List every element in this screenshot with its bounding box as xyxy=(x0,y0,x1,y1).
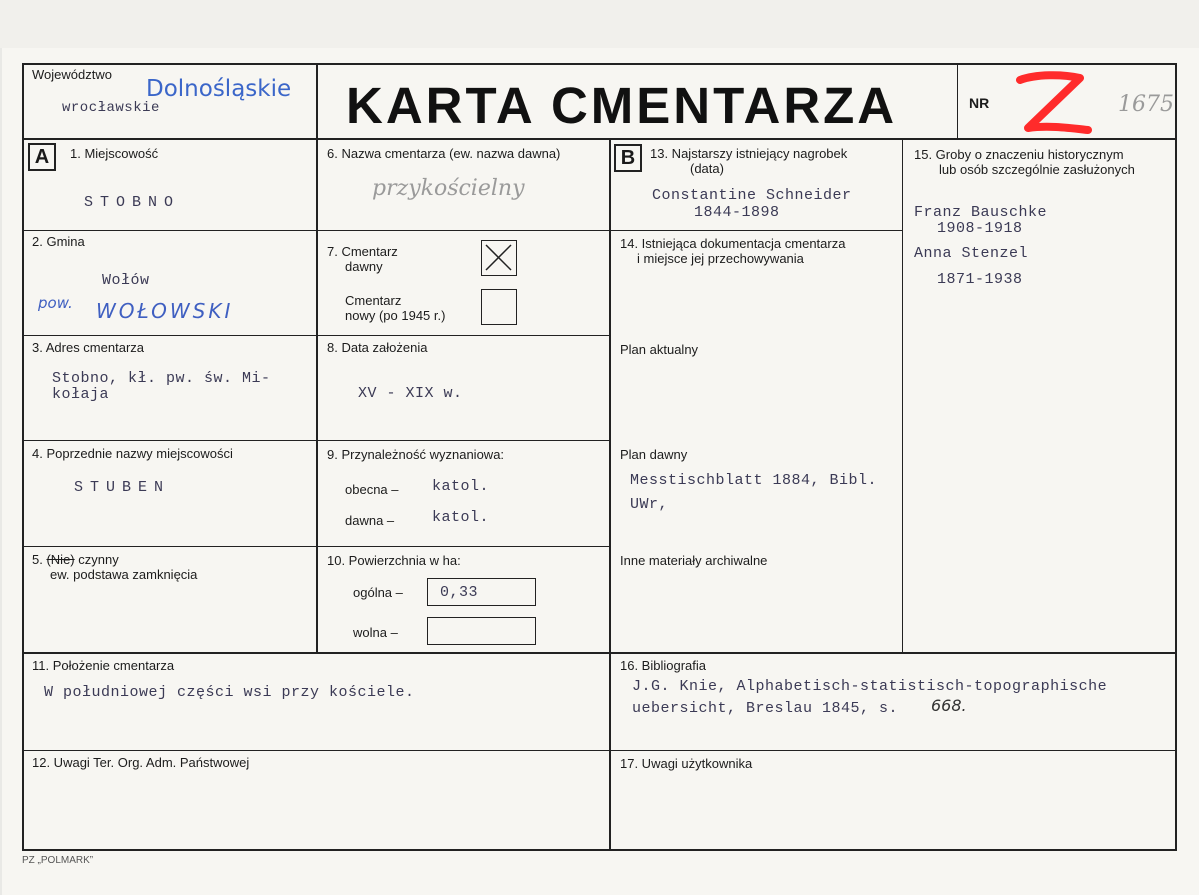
field-16-page: 668. xyxy=(931,696,967,715)
row-line-2 xyxy=(22,335,609,336)
wojewodztwo-stamp: Dolnośląskie xyxy=(146,76,292,102)
field-7b-line1: Cmentarz xyxy=(345,293,402,308)
row-line-4 xyxy=(22,546,609,547)
field-6-value: przykościelny xyxy=(372,176,525,201)
field-11-label: 11. Położenie cmentarza xyxy=(32,658,175,673)
row-line-5 xyxy=(22,652,1177,654)
field-9-dawna-value: katol. xyxy=(432,509,490,526)
printer-footer: PZ „POLMARK” xyxy=(22,855,94,866)
col-divider-3 xyxy=(902,138,903,652)
field-6-label: 6. Nazwa cmentarza (ew. nazwa dawna) xyxy=(327,146,561,161)
plan-aktualny-label: Plan aktualny xyxy=(620,342,699,357)
field-14-line1: 14. Istniejąca dokumentacja cmentarza xyxy=(620,236,846,251)
checkbox-nowy[interactable] xyxy=(481,289,517,325)
field-9-dawna-label: dawna – xyxy=(345,513,395,528)
row-line-6 xyxy=(22,750,1177,751)
plan-dawny-label: Plan dawny xyxy=(620,447,688,462)
field-12-label: 12. Uwagi Ter. Org. Adm. Państwowej xyxy=(32,755,250,770)
inne-materialy-label: Inne materiały archiwalne xyxy=(620,553,768,568)
field-7a-line1: 7. Cmentarz xyxy=(327,244,398,259)
field-5-line2: ew. podstawa zamknięcia xyxy=(50,567,198,582)
field-16-label: 16. Bibliografia xyxy=(620,658,706,673)
section-a-badge: A xyxy=(28,143,56,171)
row-line-3 xyxy=(22,440,609,441)
field-1-value: STOBNO xyxy=(84,194,181,211)
nr-mark-z xyxy=(1014,68,1092,138)
field-3-line2: kołaja xyxy=(52,386,110,403)
plan-dawny-line1: Messtischblatt 1884, Bibl. xyxy=(630,472,878,489)
row-line-1 xyxy=(22,230,609,231)
powiat-value: WOŁOWSKI xyxy=(96,299,234,323)
b-row-line-1 xyxy=(609,230,902,231)
grave-2-dates: 1871-1938 xyxy=(937,271,1023,288)
field-2-value: Wołów xyxy=(102,272,150,289)
field-13-name: Constantine Schneider xyxy=(652,187,852,204)
field-16-line2: uebersicht, Breslau 1845, s. xyxy=(632,700,899,717)
field-9-label: 9. Przynależność wyznaniowa: xyxy=(327,447,505,462)
field-7a-line2: dawny xyxy=(345,259,383,274)
field-1-label: 1. Miejscowość xyxy=(70,146,159,161)
field-10-ogolna-value: 0,33 xyxy=(440,584,479,601)
field-14-line2: i miejsce jej przechowywania xyxy=(637,251,804,266)
nr-label: NR xyxy=(969,95,990,111)
field-4-value: STUBEN xyxy=(74,479,171,496)
field-5-label: 5. (Nie) czynny xyxy=(32,552,119,567)
header-divider xyxy=(22,138,1177,140)
top-strip xyxy=(0,0,1199,48)
section-b-badge: B xyxy=(614,144,642,172)
field-10-ogolna-label: ogólna – xyxy=(353,585,403,600)
field-10-wolna-box[interactable] xyxy=(427,617,536,645)
field-7b-line2: nowy (po 1945 r.) xyxy=(345,308,446,323)
field-5-struck: (Nie) xyxy=(46,552,75,567)
field-11-value: W południowej części wsi przy kościele. xyxy=(44,684,415,701)
checkbox-dawny[interactable] xyxy=(481,240,517,276)
nr-divider xyxy=(957,63,958,138)
field-3-label: 3. Adres cmentarza xyxy=(32,340,144,355)
field-16-line1: J.G. Knie, Alphabetisch-statistisch-topographische xyxy=(632,678,1108,695)
field-4-label: 4. Poprzednie nazwy miejscowości xyxy=(32,446,233,461)
field-8-label: 8. Data założenia xyxy=(327,340,428,355)
field-9-obecna-label: obecna – xyxy=(345,482,399,497)
field-13-line2: (data) xyxy=(690,161,724,176)
grave-1-dates: 1908-1918 xyxy=(937,220,1023,237)
field-15-line2: lub osób szczególnie zasłużonych xyxy=(939,162,1135,177)
wojewodztwo-old: wrocławskie xyxy=(62,100,160,116)
check-x-icon xyxy=(482,241,515,274)
field-2-label: 2. Gmina xyxy=(32,234,85,249)
field-3-line1: Stobno, kł. pw. św. Mi- xyxy=(52,370,271,387)
nr-number: 1675 xyxy=(1118,92,1174,117)
grave-1-name: Franz Bauschke xyxy=(914,204,1048,221)
field-10-label: 10. Powierzchnia w ha: xyxy=(327,553,461,568)
field-10-ogolna-box[interactable] xyxy=(427,578,536,606)
grave-2-name: Anna Stenzel xyxy=(914,245,1029,262)
col-divider-2 xyxy=(609,138,611,850)
powiat-hand: pow. xyxy=(38,294,73,312)
wojewodztwo-label: Województwo xyxy=(32,67,112,82)
field-9-obecna-value: katol. xyxy=(432,478,490,495)
field-15-line1: 15. Groby o znaczeniu historycznym xyxy=(914,147,1124,162)
field-8-value: XV - XIX w. xyxy=(358,385,463,402)
page-title: KARTA CMENTARZA xyxy=(346,77,898,134)
field-10-wolna-label: wolna – xyxy=(353,625,398,640)
field-17-label: 17. Uwagi użytkownika xyxy=(620,756,753,771)
col-divider-1 xyxy=(316,63,318,652)
field-13-line1: 13. Najstarszy istniejący nagrobek xyxy=(650,146,848,161)
plan-dawny-line2: UWr, xyxy=(630,496,669,513)
field-13-dates: 1844-1898 xyxy=(694,204,780,221)
